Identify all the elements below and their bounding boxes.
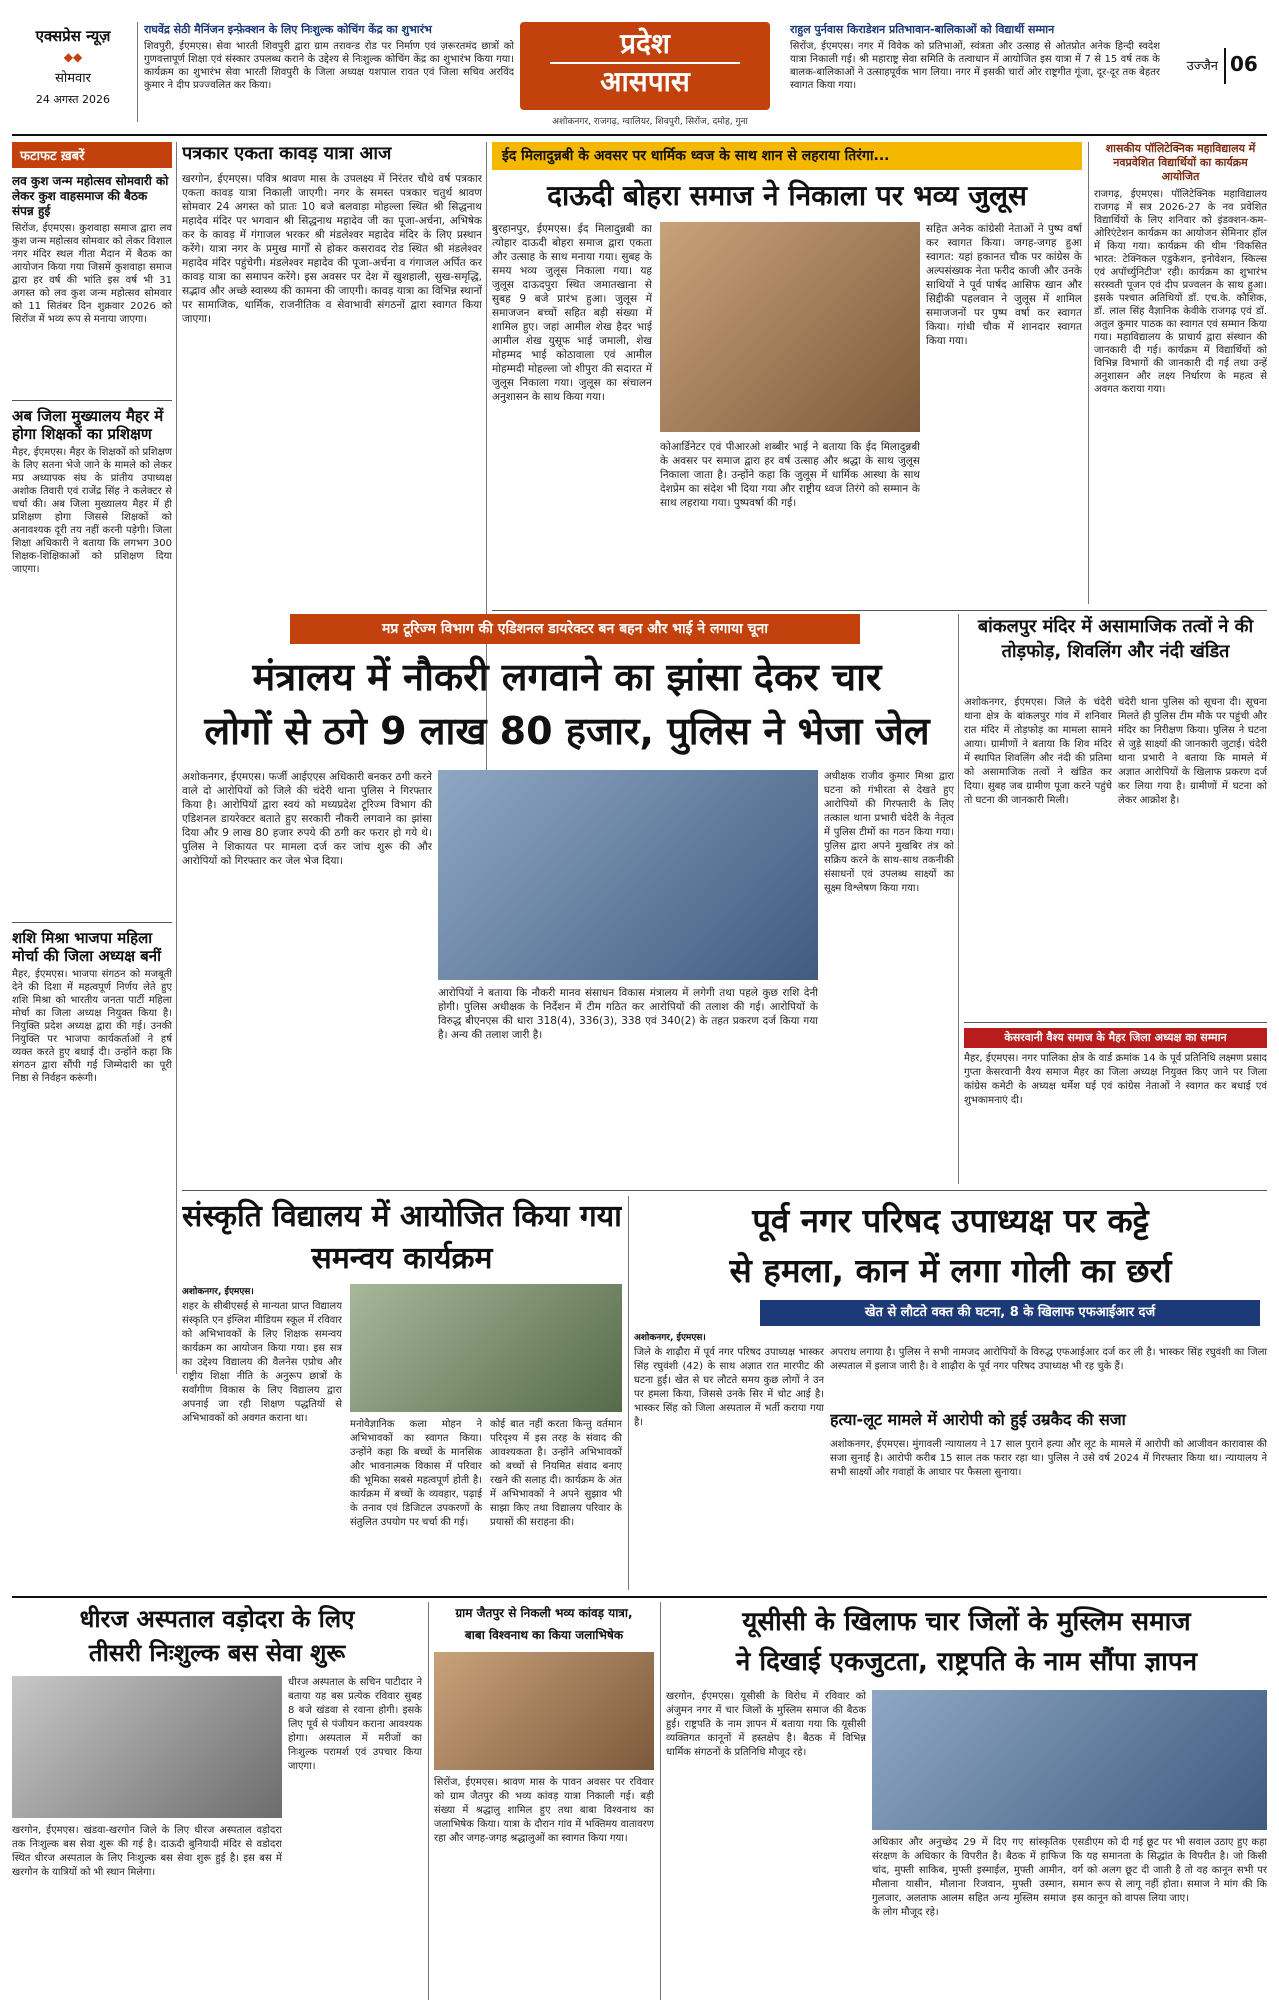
kesarwani-story — [964, 1028, 1267, 1184]
eid-text2: कोआर्डिनेटर एवं पीआरओ शब्बीर भाई ने बताया कि ईद मिलादुन्नबी के अवसर पर समाज द्वारा हर वर्ष उत्साह और श्रद्धा के साथ जुलूस निकाला जाता है। उन्होंने कहा कि जुलूस में धार्मिक आस्था के साथ देशप्रेम का संदेश भी दिया गया और राष्ट्रीय ध्वज तिरंगे को सम्मान के साथ लहराया गया। पुष्पवर्षा की गई। — [660, 441, 920, 509]
top-brief-right — [790, 22, 1160, 132]
eid-procession-photo — [660, 222, 920, 432]
ucc-meeting-photo — [872, 1690, 1267, 1830]
attack-text3: अशोकनगर, ईएमएस। मुंगावली न्यायालय ने 17 साल पुराने हत्या और लूट के मामले में आरोपी को आजीवन कारावास की सजा सुनाई है। आरोपी करीब 15 साल तक फरार रहा था। पुलिस ने उसे वर्ष 2024 में गिरफ्तार किया था। न्यायालय ने सभी साक्ष्यों और गवाहों के आधार पर फैसला सुनाया। — [830, 1439, 1267, 1478]
attack-subhead: खेत से लौटते वक्त की घटना, 8 के खिलाफ एफआईआर दर्ज — [760, 1300, 1260, 1326]
temple-text2: चंदेरी थाना पुलिस को सूचना दी। सूचना मिलते ही पुलिस टीम मौके पर पहुंची और मंदिर का निरीक्षण किया। पुलिस ने घटना से जुड़े साक्ष्यों की जानकारी जुटाई। चंदेरी थाना प्रभारी ने बताया कि मामले में अज्ञात आरोपियों के खिलाफ प्रकरण दर्ज कर लिया गया है। ग्रामीणों में घटना को लेकर आक्रोश है। — [1118, 697, 1267, 806]
section-title-line2: आसपास — [550, 62, 740, 100]
eid-text1: बुरहानपुर, ईएमएस। ईद मिलादुन्नबी का त्योहार दाऊदी बोहरा समाज द्वारा एकता और उत्साह के साथ मनाया गया। सुबह के समय भव्य जुलूस निकाला गया। यह जुलूस दाऊदपुरा स्थित जमातखाना से सुबह 9 बजे प्रारंभ हुआ। जुलूस में समाजजन बच्चों सहित बड़ी संख्या में शामिल हुए। जहां आमील शेख हैदर भाई आमील शेख युसूफ भाई जमाली, शेख मोहम्मद भाई कोठावाला एवं आमील मोहम्मदी मोहल्ला जो शीपुरा की सदारत में जुलूस निकाला गया। जुलूस का संचालन अनुशासन के साथ किया गया। — [492, 223, 652, 403]
fraud-title-line1: मंत्रालय में नौकरी लगवाने का झांसा देकर चार — [252, 655, 882, 699]
ucc-title-line2: ने दिखाई एकजुटता, राष्ट्रपति के नाम सौंपा ज्ञापन — [735, 1647, 1198, 1677]
masthead-brand — [14, 26, 132, 116]
kavad-text: खरगोन, ईएमएस। पवित्र श्रावण मास के उपलक्ष्य में निरंतर चौथे वर्ष पत्रकार एकता कावड़ यात्रा निकाली जाएगी। नगर के समस्त पत्रकार चतुर्थ श्रावण सोमवार 24 अगस्त को प्रातः 10 बजे बलवाड़ा मोहल्ला स्थित श्री सिद्धनाथ महादेव मंदिर पर भगवान श्री सिद्धनाथ महादेव जी का पूजा-अर्चना, अभिषेक कर के कावड़ में गंगाजल भरकर श्री मंडलेश्वर महादेव मंदिर के लिए प्रस्थान करेंगे। यात्रा नगर के प्रमुख मार्गों से होकर कसरावद रोड स्थित श्री मंडलेश्वर महादेव मंदिर पहुंचेगी। मंडलेश्वर महादेव की पूजा-अर्चना व गंगाजल अर्पित कर कावड़ यात्रा का समापन करेंगे। इस अवसर पर देश में खुशहाली, सुख-समृद्धि, सद्भाव और अच्छे स्वास्थ्य की कामना की जाएगी। कावड़ यात्रा का विभिन्न स्थानों पर सामाजिक, धार्मिक, राजनीतिक व सेवाभावी संगठनों द्वारा स्वागत किया जाएगा। — [182, 173, 482, 325]
attack-text1: जिले के शाढ़ौरा में पूर्व नगर परिषद उपाध्यक्ष भास्कर सिंह रघुवंशी (42) के साथ अज्ञात रात मारपीट की घटना हुई। खेत से घर लौटते समय कुछ लोगों ने उन पर हमला किया, जिससे उनके सिर में चोट आई है। भास्कर सिंह को जिला अस्पताल में भर्ती कराया गया है। — [634, 1347, 824, 1428]
fraud-banner: मप्र टूरिज्म विभाग की एडिशनल डायरेक्टर बन बहन और भाई ने लगाया चूना — [290, 614, 860, 644]
ucc-text3: एसडीएम को दी गई छूट पर भी सवाल उठाए हुए कहा कि यह समानता के सिद्धांत के विपरीत है। जो किसी वर्ग को अलग छूट दी जाती है तो वह कानून सभी पर समान रूप से लागू नहीं होता। समाज ने मांग की कि इस कानून को वापस लिया जाए। — [1072, 1837, 1267, 1904]
college-story — [1094, 142, 1267, 604]
masthead-city: उज्जैन — [1186, 59, 1218, 74]
school-text3: कोई बात नहीं करता किन्तु वर्तमान परिदृश्य में इस तरह के संवाद की आवश्यकता है। उन्होंने अभिभावकों को बच्चों से नियमित संवाद बनाए रखने की सलाह दी। कार्यक्रम के अंत में अभिभावकों ने अपने सुझाव भी साझा किए तथा विद्यालय परिवार के प्रयासों की सराहना की। — [490, 1419, 622, 1528]
fraud-arrest-photo — [438, 770, 818, 980]
attack-text2: अपराध लगाया है। पुलिस ने सभी नामजद आरोपियों के विरुद्ध एफआईआर दर्ज कर ली है। भास्कर सिंह रघुवंशी का जिला अस्पताल में इलाज जारी है। वे शाढ़ौरा के पूर्व नगर परिषद उपाध्यक्ष भी रह चुके हैं। — [830, 1347, 1267, 1372]
section-title-line1: प्रदेश — [620, 27, 670, 60]
school-text1: शहर के सीबीएसई से मान्यता प्राप्त विद्यालय संस्कृति एन इंग्लिश मीडियम स्कूल में रविवार को अभिभावकों के लिए शिक्षक समन्वय कार्यक्रम का आयोजन किया गया। इस सत्र का उद्देश्य विद्यालय की वैलनेस एप्रोच और राष्ट्रीय शिक्षा नीति के अनुरूप छात्रों के सर्वांगीण विकास के लिए विद्यालय द्वारा अपनाई जा रही शिक्षण पद्धतियों से अभिभावकों को अवगत कराना था। — [182, 1301, 342, 1424]
fraud-side-box — [880, 770, 954, 771]
temple-text1: अशोकनगर, ईएमएस। जिले के चंदेरी थाना क्षेत्र के बांकलपुर गांव में शनिवार रात मंदिर में तोड़फोड़ का मामला सामने आया। ग्रामीणों ने बताया कि शिव मंदिर में स्थापित शिवलिंग और नंदी की प्रतिमा को असामाजिक तत्वों ने खंडित कर दिया। सुबह जब ग्रामीण पूजा करने पहुंचे तो घटना की जानकारी मिली। — [964, 697, 1112, 806]
college-title: शासकीय पॉलिटेक्निक महाविद्यालय में नवप्रवेशित विद्यार्थियों का कार्यक्रम आयोजित — [1105, 142, 1256, 183]
temple-title: बांकलपुर मंदिर में असामाजिक तत्वों ने की तोड़फोड़, शिवलिंग और नंदी खंडित — [977, 616, 1254, 662]
attack-title-line2: से हमला, कान में लगा गोली का छर्रा — [729, 1251, 1172, 1290]
fatafat-column — [12, 142, 172, 1374]
attack-dateline: अशोकनगर, ईएमएस। — [634, 1333, 706, 1343]
eid-kicker: ईद मिलादुन्नबी के अवसर पर धार्मिक ध्वज के साथ शान से लहराया तिरंगा... — [492, 142, 1082, 170]
section-banner — [520, 22, 770, 110]
bus-photo — [12, 1676, 282, 1818]
kanwar-title — [434, 1602, 654, 1648]
ucc-title-line1: यूसीसी के खिलाफ चार जिलों के मुस्लिम समाज — [742, 1607, 1191, 1637]
diamond-icon: ◆◆ — [63, 50, 83, 64]
fatafat-item1-text: सिरोंज, ईएमएस। कुशवाहा समाज द्वारा लव कुश जन्म महोत्सव सोमवार को लेकर विशाल नगर मंदिर स्थल गीता मैदान में बैठक का आयोजन किया गया जिसमें कुशवाहा समाज द्वारा हर वर्ष की भांति इस वर्ष भी 31 अगस्त को लव कुश जन्म महोत्सव सोमवार को 11 सितंबर दिन शुक्रवार 2026 को सिरोंज में भव्य रूप से मनाया जाएगा। — [12, 223, 172, 325]
fatafat-item1-title: लव कुश जन्म महोत्सव सोमवारी को लेकर कुश वाहसमाज की बैठक संपन्न हुई — [12, 174, 169, 218]
school-text2: मनोवैज्ञानिक कला मोहन ने अभिभावकों का स्वागत किया। उन्होंने कहा कि बच्चों के मानसिक और भावनात्मक विकास में परिवार की भूमिका सबसे महत्वपूर्ण होती है। कार्यक्रम में बच्चों के व्यवहार, पढ़ाई के तनाव एवं डिजिटल उपकरणों के संतुलित उपयोग पर चर्चा की गई। — [350, 1419, 482, 1528]
attack-title-line1: पूर्व नगर परिषद उपाध्यक्ष पर कट्टे — [752, 1201, 1149, 1240]
kanwar-title-line2: बाबा विश्वनाथ का किया जलाभिषेक — [464, 1628, 624, 1642]
top-brief-left-text: शिवपुरी, ईएमएस। सेवा भारती शिवपुरी द्वारा ग्राम तरावन्ड रोड पर निर्माण एवं ज़रूरतमंद छात्रों को गुणवत्तापूर्ण शिक्षा एवं संस्कार उपलब्ध कराने के उद्देश्य से निःशुल्क कोचिंग केंद्र का शुभारंभ किया गया। कार्यक्रम का शुभारंभ सेवा भारती शिवपुरी के जिला अध्यक्ष यशपाल रावत एवं जिला सचिव अरविंद कुमार ने दीप प्रज्ज्वलित कर किया। — [144, 41, 514, 91]
paper-name: एक्सप्रेस न्यूज़ — [35, 27, 111, 45]
fraud-text2: आरोपियों ने बताया कि नौकरी मानव संसाधन विकास मंत्रालय में लगेगी तथा पहले कुछ राशि देनी होगी। पुलिस अधीक्षक के निर्देशन में टीम गठित कर आरोपियों की तलाश की गई। आरोपियों के विरुद्ध बीएनएस की धारा 318(4), 336(3), 338 एवं 340(2) के तहत प्रकरण दर्ज किया गया है। अन्य की तलाश जारी है। — [438, 987, 818, 1041]
fatafat-item3-title: शशि मिश्रा भाजपा महिला मोर्चा की जिला अध्यक्ष बनीं — [12, 929, 161, 965]
bus-title-line2: तीसरी निःशुल्क बस सेवा शुरू — [88, 1639, 346, 1667]
kanwar-title-line1: ग्राम जैतपुर से निकली भव्य कांवड़ यात्रा, — [455, 1606, 633, 1620]
top-brief-left-title: राघवेंद्र सेठी मैनिंजन इन्फ़ेक्शन के लिए निःशुल्क कोचिंग केंद्र का शुभारंभ — [144, 23, 432, 36]
school-group-photo — [350, 1284, 622, 1412]
kanwar-yatra-photo — [434, 1652, 654, 1770]
fraud-text3: अधीक्षक राजीव कुमार मिश्रा द्वारा घटना को गंभीरता से देखते हुए आरोपियों की गिरफ्तारी के लिए तत्काल थाना प्रभारी चंदेरी के नेतृत्व में पुलिस टीमों का गठन किया गया। पुलिस द्वारा अपने मुखबिर तंत्र को सक्रिय करने के साथ-साथ तकनीकी संसाधनों एवं उपलब्ध साक्ष्यों का सूक्ष्म विश्लेषण किया गया। — [824, 771, 954, 894]
college-text: राजगढ़, ईएमएस। पॉलिटेक्निक महाविद्यालय राजगढ़ में सत्र 2026-27 के नव प्रवेशित विद्यार्थियों के लिए शनिवार को इंडक्शन-कम-ओरिएंटेशन कार्यक्रम का आयोजन सेमिनार हॉल में किया गया। कार्यक्रम की थीम 'विकसित भारत: टेक्निकल एडुकेशन, इनोवेशन, स्किल्स एवं अपॉर्च्युनिटीज' रही। कार्यक्रम का शुभारंभ सरस्वती पूजन एवं दीप प्रज्वलन के साथ हुआ। इसके पश्चात अतिथियों डॉ. एच.के. कौशिक, डॉ. लाल सिंह वैज्ञानिक केवीके राजगढ़ एवं डॉ. अतुल कुमार पाठक का स्वागत एवं सम्मान किया गया। महाविद्यालय के प्राचार्य द्वारा संस्थान की जानकारी दी गई। कार्यक्रम में विद्यार्थियों को विभिन्न विभागों की जानकारी दी गई तथा उन्हें अनुशासन और लक्ष्य निर्धारण के महत्व से अवगत कराया गया। — [1094, 189, 1267, 395]
bus-title-line1: धीरज अस्पताल वड़ोदरा के लिए — [79, 1605, 355, 1633]
fatafat-item2-text: मैहर, ईएमएस। मैहर के शिक्षकों को प्रशिक्षण के लिए सतना भेजे जाने के मामले को लेकर मप्र अध्यापक संघ के प्रांतीय उपाध्यक्ष अशोक तिवारी एवं राजेंद्र सिंह ने कलेक्टर से चर्चा की। अब जिला मुख्यालय मैहर में ही प्रशिक्षण होगा जिससे शिक्षकों को अनावश्यक दूरी तय नहीं करनी पड़ेगी। जिला शिक्षा अधिकारी ने बताया कि लगभग 300 शिक्षक-शिक्षिकाओं को प्रशिक्षण दिया जाएगा। — [12, 447, 172, 575]
fatafat-item2-title: अब जिला मुख्यालय मैहर में होगा शिक्षकों का प्रशिक्षण — [12, 407, 164, 443]
ucc-text2: अधिकार और अनुच्छेद 29 में दिए गए सांस्कृतिक संरक्षण के अधिकार के विपरीत है। बैठक में हाफिज चांद, मुफ्ती साकिब, मुफ्ती इस्माईल, मुफ्ती आमीन, मौलाना यासीन, मौलाना रिजवान, मुफ्ती उस्मान, गुलजार, अलताफ आलम सहित अन्य मुस्लिम समाज के लोग मौजूद रहे। — [872, 1837, 1066, 1918]
bus-text2: धीरज अस्पताल के सचिन पाटीदार ने बताया यह बस प्रत्येक रविवार सुबह 8 बजे खंडवा से रवाना होगी। इसके लिए पूर्व से पंजीयन कराना आवश्यक होगा। अस्पताल में मरीजों का निःशुल्क परामर्श एवं उपचार किया जाएगा। — [288, 1677, 422, 1772]
masthead-date: 24 अगस्त 2026 — [35, 93, 111, 106]
ucc-text1: खरगोन, ईएमएस। यूसीसी के विरोध में रविवार को अंजुमन नगर में चार जिलों के मुस्लिम समाज की बैठक हुई। राष्ट्रपति के नाम ज्ञापन में बताया गया कि यूसीसी व्यक्तिगत कानूनों में हस्तक्षेप है। बैठक में विभिन्न धार्मिक संगठनों के प्रतिनिधि मौजूद रहे। — [666, 1691, 866, 1758]
eid-title: दाऊदी बोहरा समाज ने निकाला पर भव्य जुलूस — [547, 179, 1027, 212]
kanwar-text: सिरोंज, ईएमएस। श्रावण मास के पावन अवसर पर रविवार को ग्राम जैतपुर की भव्य कांवड़ यात्रा निकाली गई। बड़ी संख्या में श्रद्धालु शामिल हुए तथा बाबा विश्वनाथ का जलाभिषेक किया। यात्रा के दौरान गांव में भक्तिमय वातावरण रहा और जगह-जगह श्रद्धालुओं का स्वागत किया गया। — [434, 1777, 654, 1844]
fatafat-item3-text: मैहर, ईएमएस। भाजपा संगठन को मजबूती देने की दिशा में महत्वपूर्ण निर्णय लेते हुए शशि मिश्रा को भारतीय जनता पार्टी महिला मोर्चा का जिला अध्यक्ष नियुक्त किया है। नियुक्ति प्रदेश अध्यक्ष द्वारा की गई। उनकी नियुक्ति पर भाजपा कार्यकर्ताओं ने हर्ष व्यक्त करते हुए बधाई दी। उन्होंने कहा कि संगठन द्वारा सौंपी गई जिम्मेदारी का पूरी निष्ठा से निर्वहन करूंगी। — [12, 969, 172, 1084]
kesarwani-title: केसरवानी वैश्य समाज के मैहर जिला अध्यक्ष का सम्मान — [964, 1028, 1267, 1048]
masthead-day: सोमवार — [55, 71, 91, 86]
page-number: 06 — [1230, 52, 1258, 76]
section-cities: अशोकनगर, राजगढ़, ग्वालियर, शिवपुरी, सिरोंज, दमोह, गुना — [552, 117, 748, 127]
fraud-text1: अशोकनगर, ईएमएस। फर्जी आईएएस अधिकारी बनकर ठगी करने वाले दो आरोपियों को जिले की चंदेरी थाना पुलिस ने गिरफ्तार किया है। आरोपियों द्वारा स्वयं को मध्यप्रदेश टूरिज्म विभाग की एडिशनल डायरेक्टर बताते हुए सरकारी नौकरी लगवाने का झांसा दिया और 9 लाख 80 हजार रुपये की ठगी कर फरार हो गये थे। पुलिस ने शिकायत पर मामला दर्ज कर जांच शुरू की और आरोपियों को गिरफ्तार कर जेल भेज दिया। — [182, 771, 432, 867]
fatafat-label: फटाफट ख़बरें — [12, 142, 172, 168]
top-brief-right-title: राहुल पुर्नवास किराडेशन प्रतिभावान-बालिकाओं को विद्यार्थी सम्मान — [790, 23, 1055, 36]
kavad-title: पत्रकार एकता कावड़ यात्रा आज — [182, 143, 392, 164]
top-brief-left — [144, 22, 514, 132]
attack-murder-subhead: हत्या-लूट मामले में आरोपी को हुई उम्रकैद की सजा — [830, 1410, 1126, 1429]
kesarwani-text: मैहर, ईएमएस। नगर पालिका क्षेत्र के वार्ड क्रमांक 14 के पूर्व प्रतिनिधि लक्ष्मण प्रसाद गुप्ता केसरवानी वैश्य समाज मैहर का जिला अध्यक्ष नियुक्त किए जाने पर जिला कांग्रेस कमेटी के अध्यक्ष धर्मेश घई एवं कांग्रेस नेताओं ने स्वागत कर बधाई एवं शुभकामनाएं दी। — [964, 1053, 1267, 1106]
top-brief-right-text: सिरोंज, ईएमएस। नगर में विवेक को प्रतिभाओं, स्वंत्रता और उत्साह से ओतप्रोत अनेक हिन्दी स्वदेश यात्रा निकाली गई। श्री महाराष्ट्र सेवा समिति के तत्वाधान में आयोजित इस यात्रा में 7 से 15 वर्ष तक के बालक-बालिकाओं ने उत्साहपूर्वक भाग लिया। नगर में इसकी चारों ओर राष्ट्रगीत गूंजा, दूर-दूर तक बेहतर स्वागत किया गया। — [790, 41, 1160, 91]
school-dateline: अशोकनगर, ईएमएस। — [182, 1287, 254, 1297]
bus-text1: खरगोन, ईएमएस। खंडवा-खरगोन जिले के लिए धीरज अस्पताल वड़ोदरा तक निःशुल्क बस सेवा शुरू की गई है। दाऊदी बुनियादी मंदिर से वडोदरा स्थित धीरज अस्पताल के लिए निःशुल्क बस सेवा शुरू हुई है। इस बस में खरगोन के यात्रियों को भी स्थान मिलेगा। — [12, 1825, 282, 1878]
fraud-title-line2: लोगों से ठगे 9 लाख 80 हजार, पुलिस ने भेजा जेल — [204, 709, 930, 753]
school-title: संस्कृति विद्यालय में आयोजित किया गया समन्वय कार्यक्रम — [182, 1199, 622, 1276]
eid-text3: सहित अनेक कांग्रेसी नेताओं ने पुष्प वर्षा कर स्वागत किया। जगह-जगह हुआ स्वागत: यहां हकानत चौक पर कांग्रेस के अल्पसंख्यक नेता फरीद काजी और उनके साथियों ने पूर्व पार्षद आसिफ खान और सिद्दीकी पहलवान ने जुलूस में शामिल समाजजनों पर पुष्प वर्षा कर स्वागत किया। गांधी चौक में शानदार स्वागत किया गया। — [926, 223, 1082, 347]
